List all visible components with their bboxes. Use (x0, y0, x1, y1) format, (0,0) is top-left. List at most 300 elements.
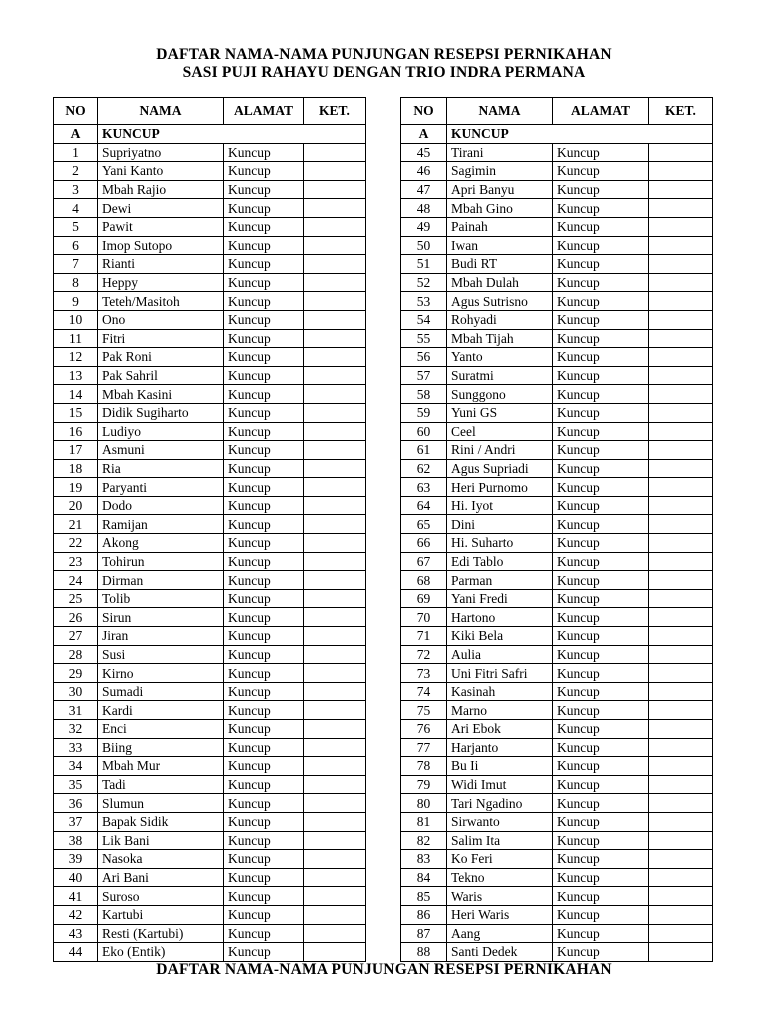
cell-no: 47 (401, 180, 447, 199)
cell-nama: Suratmi (447, 366, 553, 385)
cell-alamat: Kuncup (553, 850, 649, 869)
cell-alamat: Kuncup (553, 831, 649, 850)
cell-nama: Ria (98, 459, 224, 478)
section-label: KUNCUP (447, 125, 713, 144)
table-row (401, 608, 713, 627)
cell-ket (304, 738, 366, 757)
cell-nama: Enci (98, 720, 224, 739)
cell-no: 80 (401, 794, 447, 813)
table-row (54, 310, 366, 329)
section-row (54, 125, 366, 144)
header-ket: KET. (649, 98, 713, 125)
table-row (54, 348, 366, 367)
table-row (401, 571, 713, 590)
cell-ket (649, 720, 713, 739)
cell-nama: Kiki Bela (447, 627, 553, 646)
cell-no: 31 (54, 701, 98, 720)
table-row (54, 664, 366, 683)
table-row (54, 199, 366, 218)
cell-ket (304, 162, 366, 181)
cell-ket (304, 664, 366, 683)
cell-alamat: Kuncup (224, 348, 304, 367)
cell-no: 54 (401, 310, 447, 329)
cell-nama: Sumadi (98, 682, 224, 701)
cell-no: 62 (401, 459, 447, 478)
cell-nama: Tekno (447, 868, 553, 887)
cell-ket (649, 441, 713, 460)
table-row (401, 348, 713, 367)
cell-no: 85 (401, 887, 447, 906)
table-row (401, 162, 713, 181)
cell-nama: Salim Ita (447, 831, 553, 850)
cell-no: 56 (401, 348, 447, 367)
cell-ket (649, 496, 713, 515)
footer-title: DAFTAR NAMA-NAMA PUNJUNGAN RESEPSI PERNIKAHAN (156, 961, 612, 978)
cell-alamat: Kuncup (224, 273, 304, 292)
cell-no: 17 (54, 441, 98, 460)
table-row (54, 831, 366, 850)
cell-ket (304, 645, 366, 664)
cell-nama: Slumun (98, 794, 224, 813)
cell-ket (304, 422, 366, 441)
cell-ket (649, 329, 713, 348)
cell-ket (304, 887, 366, 906)
cell-ket (304, 571, 366, 590)
cell-ket (649, 943, 713, 962)
cell-alamat: Kuncup (553, 589, 649, 608)
cell-ket (304, 385, 366, 404)
cell-no: 28 (54, 645, 98, 664)
cell-nama: Dini (447, 515, 553, 534)
cell-ket (304, 310, 366, 329)
cell-no: 33 (54, 738, 98, 757)
table-row (401, 812, 713, 831)
cell-nama: Aang (447, 924, 553, 943)
cell-alamat: Kuncup (553, 571, 649, 590)
cell-no: 29 (54, 664, 98, 683)
cell-ket (649, 292, 713, 311)
cell-alamat: Kuncup (224, 627, 304, 646)
table-row (401, 422, 713, 441)
cell-ket (649, 887, 713, 906)
cell-no: 11 (54, 329, 98, 348)
cell-nama: Ramijan (98, 515, 224, 534)
cell-ket (304, 366, 366, 385)
cell-no: 73 (401, 664, 447, 683)
cell-alamat: Kuncup (553, 162, 649, 181)
cell-alamat: Kuncup (224, 701, 304, 720)
cell-alamat: Kuncup (224, 496, 304, 515)
cell-nama: Ludiyo (98, 422, 224, 441)
cell-nama: Edi Tablo (447, 552, 553, 571)
cell-no: 87 (401, 924, 447, 943)
table-row (54, 255, 366, 274)
cell-alamat: Kuncup (553, 924, 649, 943)
cell-ket (304, 905, 366, 924)
table-row (54, 627, 366, 646)
cell-nama: Aulia (447, 645, 553, 664)
cell-nama: Agus Sutrisno (447, 292, 553, 311)
cell-ket (649, 422, 713, 441)
header-alamat: ALAMAT (224, 98, 304, 125)
cell-alamat: Kuncup (224, 887, 304, 906)
cell-no: 44 (54, 943, 98, 962)
cell-ket (649, 348, 713, 367)
cell-nama: Lik Bani (98, 831, 224, 850)
cell-ket (304, 812, 366, 831)
cell-alamat: Kuncup (224, 720, 304, 739)
document-subtitle: SASI PUJI RAHAYU DENGAN TRIO INDRA PERMANA (182, 64, 586, 81)
cell-ket (304, 757, 366, 776)
cell-nama: Tari Ngadino (447, 794, 553, 813)
cell-no: 45 (401, 143, 447, 162)
cell-alamat: Kuncup (224, 645, 304, 664)
table-row (54, 143, 366, 162)
cell-ket (304, 794, 366, 813)
cell-nama: Ari Bani (98, 868, 224, 887)
cell-ket (649, 273, 713, 292)
cell-nama: Jiran (98, 627, 224, 646)
cell-alamat: Kuncup (553, 236, 649, 255)
cell-nama: Ono (98, 310, 224, 329)
cell-ket (649, 757, 713, 776)
cell-no: 9 (54, 292, 98, 311)
cell-alamat: Kuncup (224, 831, 304, 850)
cell-no: 76 (401, 720, 447, 739)
cell-no: 52 (401, 273, 447, 292)
cell-ket (649, 831, 713, 850)
cell-no: 13 (54, 366, 98, 385)
cell-ket (649, 385, 713, 404)
cell-ket (649, 608, 713, 627)
cell-nama: Dirman (98, 571, 224, 590)
cell-no: 5 (54, 217, 98, 236)
table-row (54, 812, 366, 831)
cell-ket (304, 924, 366, 943)
cell-nama: Budi RT (447, 255, 553, 274)
cell-nama: Akong (98, 534, 224, 553)
table-row (54, 645, 366, 664)
table-row (401, 720, 713, 739)
cell-no: 16 (54, 422, 98, 441)
cell-nama: Kardi (98, 701, 224, 720)
cell-nama: Susi (98, 645, 224, 664)
table-row (401, 627, 713, 646)
cell-nama: Ari Ebok (447, 720, 553, 739)
table-row (401, 887, 713, 906)
table-row (54, 515, 366, 534)
cell-no: 35 (54, 775, 98, 794)
cell-ket (304, 180, 366, 199)
table-row (401, 310, 713, 329)
cell-alamat: Kuncup (224, 608, 304, 627)
cell-no: 70 (401, 608, 447, 627)
cell-alamat: Kuncup (553, 180, 649, 199)
cell-alamat: Kuncup (224, 924, 304, 943)
cell-nama: Heri Purnomo (447, 478, 553, 497)
cell-no: 55 (401, 329, 447, 348)
cell-alamat: Kuncup (224, 385, 304, 404)
cell-ket (304, 627, 366, 646)
table-row (54, 905, 366, 924)
cell-nama: Kartubi (98, 905, 224, 924)
cell-ket (304, 701, 366, 720)
cell-ket (304, 850, 366, 869)
guest-table-right (400, 97, 713, 962)
cell-alamat: Kuncup (224, 441, 304, 460)
table-row (54, 459, 366, 478)
table-row (401, 515, 713, 534)
cell-no: 1 (54, 143, 98, 162)
table-row (401, 664, 713, 683)
cell-nama: Iwan (447, 236, 553, 255)
header-no: NO (401, 98, 447, 125)
cell-ket (649, 738, 713, 757)
cell-alamat: Kuncup (553, 794, 649, 813)
cell-ket (304, 292, 366, 311)
cell-no: 24 (54, 571, 98, 590)
cell-alamat: Kuncup (553, 868, 649, 887)
table-row (401, 943, 713, 962)
cell-nama: Supriyatno (98, 143, 224, 162)
cell-nama: Pawit (98, 217, 224, 236)
cell-no: 83 (401, 850, 447, 869)
cell-ket (649, 310, 713, 329)
cell-alamat: Kuncup (553, 496, 649, 515)
cell-alamat: Kuncup (553, 459, 649, 478)
cell-ket (649, 366, 713, 385)
table-row (54, 217, 366, 236)
cell-no: 49 (401, 217, 447, 236)
table-row (54, 701, 366, 720)
cell-no: 61 (401, 441, 447, 460)
cell-no: 65 (401, 515, 447, 534)
cell-ket (304, 329, 366, 348)
cell-nama: Hartono (447, 608, 553, 627)
cell-nama: Widi Imut (447, 775, 553, 794)
cell-no: 66 (401, 534, 447, 553)
cell-ket (649, 403, 713, 422)
table-row (401, 441, 713, 460)
cell-no: 10 (54, 310, 98, 329)
cell-alamat: Kuncup (553, 441, 649, 460)
cell-ket (649, 534, 713, 553)
table-row (54, 571, 366, 590)
cell-alamat: Kuncup (224, 162, 304, 181)
cell-no: 20 (54, 496, 98, 515)
table-row (401, 701, 713, 720)
table-row (401, 180, 713, 199)
cell-no: 34 (54, 757, 98, 776)
cell-ket (649, 645, 713, 664)
cell-ket (304, 348, 366, 367)
cell-no: 27 (54, 627, 98, 646)
cell-no: 67 (401, 552, 447, 571)
cell-no: 41 (54, 887, 98, 906)
cell-nama: Santi Dedek (447, 943, 553, 962)
table-row (54, 329, 366, 348)
cell-alamat: Kuncup (553, 645, 649, 664)
cell-no: 2 (54, 162, 98, 181)
cell-nama: Waris (447, 887, 553, 906)
table-row (401, 775, 713, 794)
cell-no: 77 (401, 738, 447, 757)
cell-ket (649, 775, 713, 794)
cell-ket (304, 403, 366, 422)
cell-nama: Mbah Rajio (98, 180, 224, 199)
table-body-right (401, 125, 713, 962)
cell-alamat: Kuncup (224, 199, 304, 218)
table-row (401, 924, 713, 943)
table-row (54, 794, 366, 813)
table-row (401, 905, 713, 924)
cell-alamat: Kuncup (224, 812, 304, 831)
cell-ket (304, 775, 366, 794)
table-row (401, 478, 713, 497)
table-row (54, 924, 366, 943)
cell-nama: Mbah Tijah (447, 329, 553, 348)
table-row (54, 738, 366, 757)
cell-nama: Kasinah (447, 682, 553, 701)
cell-alamat: Kuncup (224, 943, 304, 962)
table-row (54, 608, 366, 627)
cell-ket (304, 589, 366, 608)
cell-nama: Yani Kanto (98, 162, 224, 181)
cell-alamat: Kuncup (553, 143, 649, 162)
cell-no: 7 (54, 255, 98, 274)
section-row (401, 125, 713, 144)
cell-no: 71 (401, 627, 447, 646)
cell-nama: Yuni GS (447, 403, 553, 422)
cell-no: 84 (401, 868, 447, 887)
table-header-row (54, 98, 366, 125)
cell-ket (649, 180, 713, 199)
cell-ket (304, 199, 366, 218)
cell-nama: Dewi (98, 199, 224, 218)
cell-alamat: Kuncup (224, 366, 304, 385)
cell-no: 36 (54, 794, 98, 813)
cell-alamat: Kuncup (553, 292, 649, 311)
cell-nama: Hi. Iyot (447, 496, 553, 515)
cell-alamat: Kuncup (224, 534, 304, 553)
cell-no: 75 (401, 701, 447, 720)
cell-ket (304, 515, 366, 534)
table-row (54, 868, 366, 887)
cell-nama: Resti (Kartubi) (98, 924, 224, 943)
table-row (401, 236, 713, 255)
cell-nama: Suroso (98, 887, 224, 906)
cell-alamat: Kuncup (553, 348, 649, 367)
cell-alamat: Kuncup (553, 217, 649, 236)
cell-nama: Kirno (98, 664, 224, 683)
cell-alamat: Kuncup (224, 905, 304, 924)
cell-alamat: Kuncup (553, 422, 649, 441)
cell-alamat: Kuncup (553, 812, 649, 831)
cell-nama: Apri Banyu (447, 180, 553, 199)
cell-no: 37 (54, 812, 98, 831)
table-row (54, 496, 366, 515)
cell-no: 40 (54, 868, 98, 887)
cell-alamat: Kuncup (224, 850, 304, 869)
table-row (54, 441, 366, 460)
cell-nama: Rohyadi (447, 310, 553, 329)
cell-no: 59 (401, 403, 447, 422)
table-row (401, 552, 713, 571)
cell-nama: Sunggono (447, 385, 553, 404)
cell-nama: Painah (447, 217, 553, 236)
cell-ket (649, 627, 713, 646)
cell-nama: Ceel (447, 422, 553, 441)
table-row (54, 180, 366, 199)
cell-ket (304, 255, 366, 274)
cell-alamat: Kuncup (224, 310, 304, 329)
cell-ket (304, 552, 366, 571)
cell-no: 4 (54, 199, 98, 218)
table-row (401, 868, 713, 887)
cell-no: 19 (54, 478, 98, 497)
table-row (401, 199, 713, 218)
cell-no: 32 (54, 720, 98, 739)
cell-no: 78 (401, 757, 447, 776)
cell-no: 6 (54, 236, 98, 255)
cell-nama: Paryanti (98, 478, 224, 497)
cell-alamat: Kuncup (224, 292, 304, 311)
table-row (401, 496, 713, 515)
cell-alamat: Kuncup (224, 868, 304, 887)
cell-no: 53 (401, 292, 447, 311)
cell-nama: Ko Feri (447, 850, 553, 869)
cell-alamat: Kuncup (224, 236, 304, 255)
cell-ket (304, 217, 366, 236)
cell-nama: Marno (447, 701, 553, 720)
cell-alamat: Kuncup (224, 515, 304, 534)
cell-alamat: Kuncup (553, 738, 649, 757)
cell-nama: Didik Sugiharto (98, 403, 224, 422)
header-nama: NAMA (98, 98, 224, 125)
cell-ket (649, 162, 713, 181)
cell-nama: Mbah Gino (447, 199, 553, 218)
cell-nama: Fitri (98, 329, 224, 348)
cell-nama: Sirwanto (447, 812, 553, 831)
table-row (54, 589, 366, 608)
cell-alamat: Kuncup (553, 515, 649, 534)
cell-ket (649, 664, 713, 683)
cell-nama: Mbah Dulah (447, 273, 553, 292)
guest-table-left (53, 97, 366, 962)
cell-no: 15 (54, 403, 98, 422)
cell-alamat: Kuncup (224, 403, 304, 422)
cell-alamat: Kuncup (553, 366, 649, 385)
cell-ket (304, 534, 366, 553)
table-row (401, 385, 713, 404)
cell-nama: Yanto (447, 348, 553, 367)
cell-alamat: Kuncup (224, 571, 304, 590)
cell-alamat: Kuncup (553, 478, 649, 497)
cell-no: 30 (54, 682, 98, 701)
cell-nama: Bapak Sidik (98, 812, 224, 831)
cell-nama: Eko (Entik) (98, 943, 224, 962)
cell-no: 86 (401, 905, 447, 924)
cell-no: 42 (54, 905, 98, 924)
cell-alamat: Kuncup (553, 273, 649, 292)
table-row (401, 143, 713, 162)
cell-alamat: Kuncup (553, 310, 649, 329)
cell-nama: Asmuni (98, 441, 224, 460)
cell-no: 23 (54, 552, 98, 571)
cell-no: 3 (54, 180, 98, 199)
cell-nama: Rianti (98, 255, 224, 274)
cell-ket (649, 868, 713, 887)
